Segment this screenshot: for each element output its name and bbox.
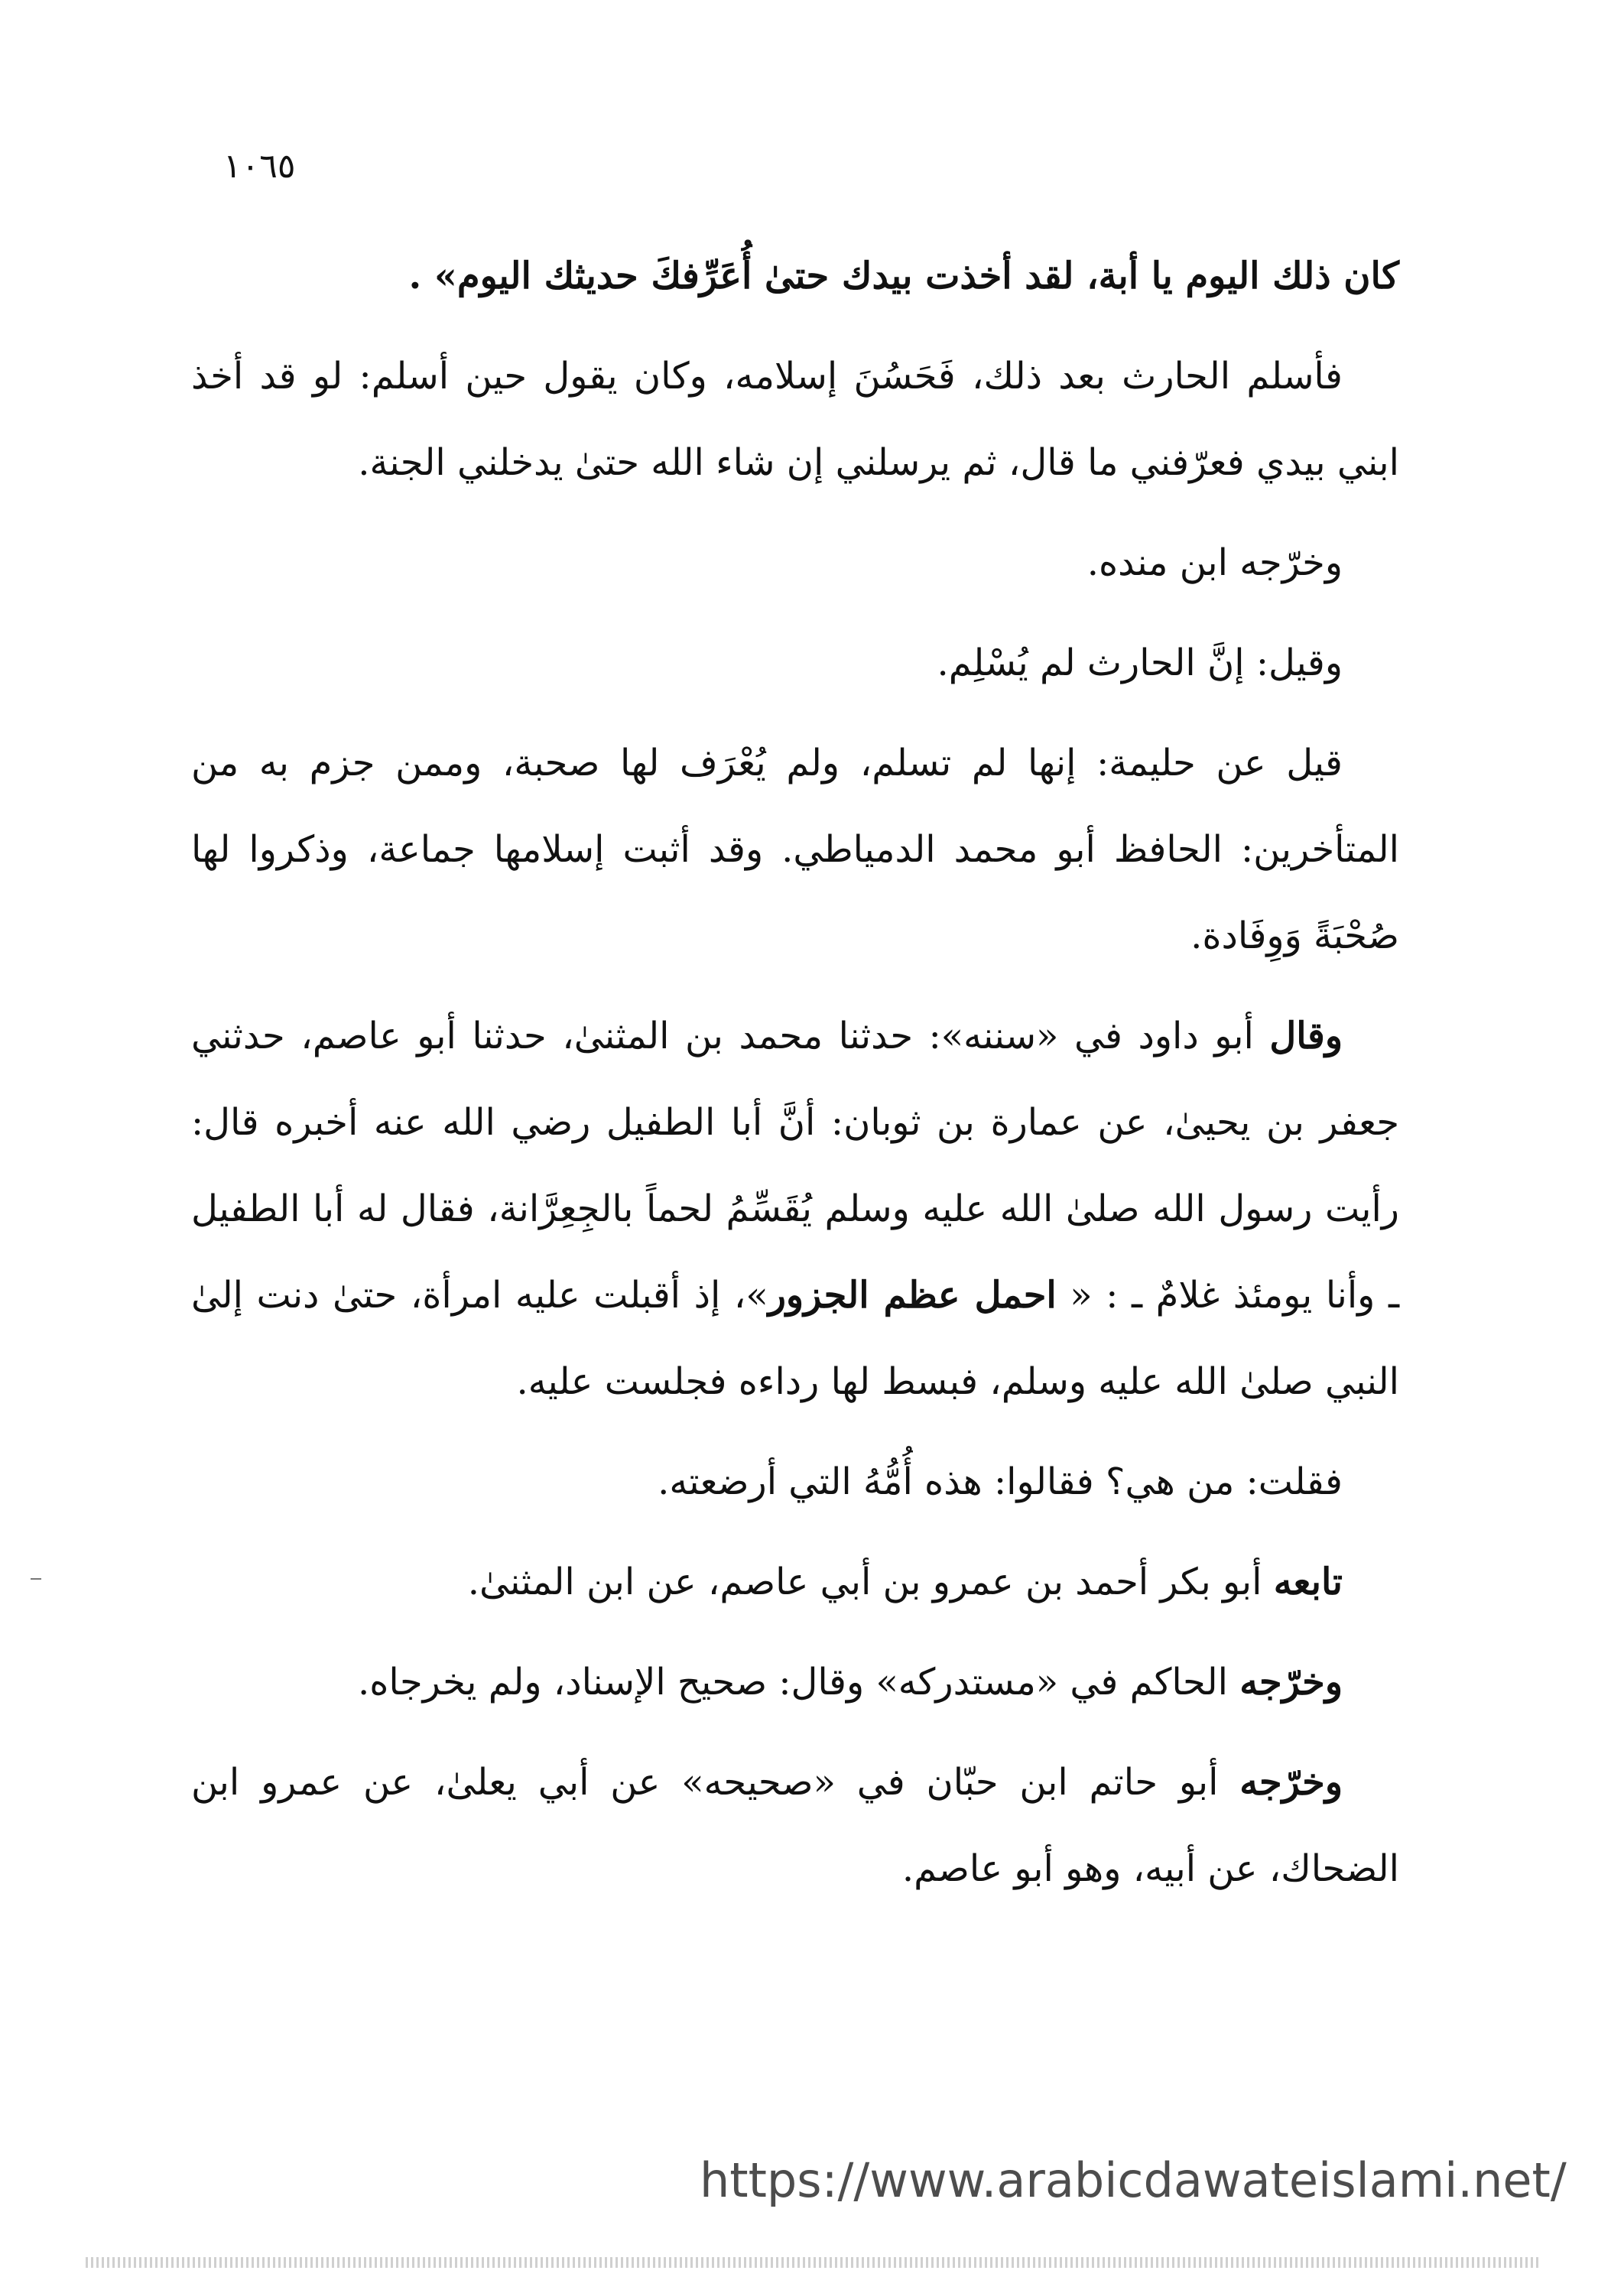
page-number: ١٠٦٥	[223, 147, 296, 186]
paragraph-1: كان ذلك اليوم يا أبة، لقد أخذت بيدك حتىٰ أُعَرِّفكَ حديثك اليوم» .	[408, 255, 1399, 297]
paragraph-5: قيل عن حليمة: إنها لم تسلم، ولم يُعْرَف لها صحبة، وممن جزم به من المتأخرين: الحافظ أبو محمد الدمياطي. وقد أثبت إسلامها جماعة، وذكروا لها صُحْبَةً وَوِفَادة.	[191, 742, 1399, 957]
paragraph-6	[191, 993, 1399, 1425]
paragraph-10-text: أبو حاتم ابن حبّان في «صحيحه» عن أبي يعلىٰ، عن عمرو ابن الضحاك، عن أبيه، وهو أبو عاصم.	[191, 1761, 1399, 1890]
paragraph-3: وخرّجه ابن منده.	[1086, 541, 1343, 584]
margin-mark	[31, 1578, 41, 1580]
paragraph-8	[191, 1539, 1399, 1626]
paragraph-4: وقيل: إنَّ الحارث لم يُسْلِم.	[937, 642, 1343, 684]
paragraph-7: فقلت: من هي؟ فقالوا: هذه أُمُّهُ التي أرضعته.	[658, 1460, 1343, 1503]
bottom-rule	[86, 2257, 1538, 2268]
paragraph-9-text: الحاكم في «مستدركه» وقال: صحيح الإسناد، ولم يخرجاه.	[357, 1661, 1240, 1704]
paragraph-8-lead: تابعه	[1273, 1561, 1343, 1603]
paragraph-6-text: أبو داود في «سننه»: حدثنا محمد بن المثنىٰ، حدثنا أبو عاصم، حدثني جعفر بن يحيىٰ، عن عمارة بن ثوبان: أنَّ أبا الطفيل رضي الله عنه أخبره قال: رأيت رسول الله صلىٰ الله عليه وسلم يُقَسِّمُ لحماً بالجِعِرَّانة، فقال له أبا الطفيل ـ وأنا يومئذ غلامٌ ـ : «	[191, 1015, 1400, 1317]
paragraph-6-lead: وقال	[1269, 1015, 1343, 1057]
paragraph-10	[191, 1739, 1399, 1912]
paragraph-6-tail: »، إذ أقبلت عليه امرأة، حتىٰ دنت إلىٰ النبي صلىٰ الله عليه وسلم، فبسط لها رداءه فجلست عليه.	[191, 1274, 1399, 1403]
watermark-url[interactable]: https://www.arabicdawateislami.net/	[700, 2152, 1567, 2208]
paragraph-2: فأسلم الحارث بعد ذلك، فَحَسُنَ إسلامه، وكان يقول حين أسلم: لو قد أخذ ابني بيدي فعرّفني ما قال، ثم يرسلني إن شاء الله حتىٰ يدخلني الجنة.	[191, 355, 1399, 484]
paragraph-9-lead: وخرّجه	[1239, 1661, 1343, 1704]
paragraph-8-text: أبو بكر أحمد بن عمرو بن أبي عاصم، عن ابن المثنىٰ.	[467, 1561, 1274, 1603]
paragraph-10-lead: وخرّجه	[1239, 1761, 1343, 1804]
paragraph-9	[191, 1639, 1399, 1726]
paragraph-6-quote: احمل عظم الجزور	[768, 1274, 1057, 1317]
body-text	[191, 233, 1399, 1912]
